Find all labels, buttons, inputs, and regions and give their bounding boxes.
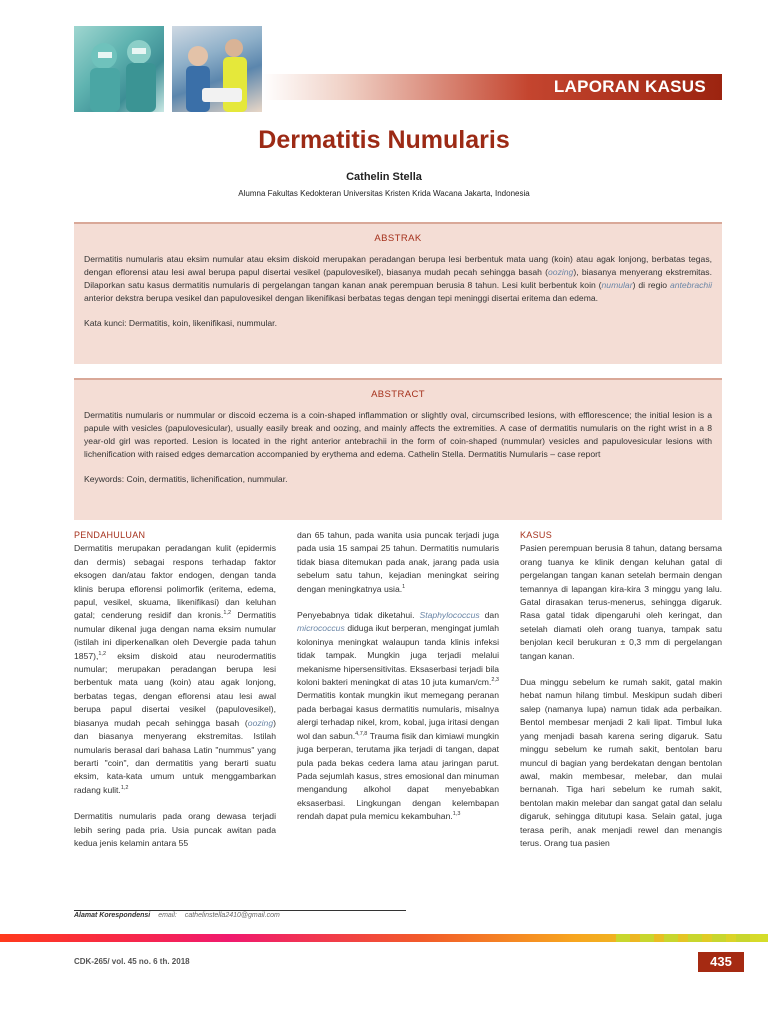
- abstrak-box: [74, 222, 722, 364]
- abstrak-heading: ABSTRAK: [374, 233, 422, 244]
- abstract-box: [74, 378, 722, 520]
- paragraph: Dermatitis numularis pada orang dewasa terjadi lebih sering pada pria. Usia puncak awitan pada kedua jenis kelamin antara 55: [74, 811, 276, 848]
- section-banner: [262, 74, 722, 100]
- author-name: Cathelin Stella: [346, 171, 422, 183]
- paragraph: Dermatitis merupakan peradangan kulit (epidermis dan dermis) sebagai respons terhadap faktor eksogen dan/atau faktor endogen, dengan tanda klinis berupa eflorensi polimorfik (eritema, edema, papul, vesikel, skuama, likenifikasi) dan keluhan gatal; cenderung residif dan kronis.$^{1,2}$ Dermatitis numular dikenal juga dengan nama eksim numular (istilah ini diperkenalkan oleh Devergie pada tahun 1857),$^{1,2}$ eksim diskoid atau neurodermatitis numular; merupakan peradangan berupa lesi berbentuk mata uang (koin) atau agak lonjong, berbatas tegas, dengan eflorensi atau lesi awal berupa papul disertai vesikel (papulovesikel), biasanya mudah pecah sehingga basah (oozing) dan biasanya menyerang ekstremitas. Istilah numularis berasal dari bahasa Latin "nummus" yang berarti "coin", dan dermatitis yang berarti suatu eksim, kata-kata umum untuk menggambarkan radang kulit.$^{1,2}$: [74, 543, 276, 795]
- body-column-1: [74, 529, 276, 850]
- paragraph: Dua minggu sebelum ke rumah sakit, gatal makin hebat namun hilang timbul. Meskipun sudah diberi salep (namanya lupa) namun tidak ada perbaikan. Bentol membesar menjadi 2 kali lipat. Timbul luka yang menjadi basah karena sering digaruk. Satu minggu sebelum ke rumah sakit, bentolan baru muncul di bagian yang berdekatan dengan bentolan awal, makin membesar, melebar, dan mulai bernanah. Tiga hari sebelum ke rumah sakit, bentolan makin melebar dan sangat gatal dan selalu digaruk, sehingga ditutupi kasa. Selain gatal, juga terasa perih, anak menjadi rewel dan menangis terus. Orang tua pasien: [520, 677, 722, 848]
- email-label: email:: [158, 912, 177, 919]
- stripe-square: [664, 934, 678, 942]
- stripe-square: [712, 934, 726, 942]
- section-label: LAPORAN KASUS: [553, 77, 706, 96]
- stripe-square: [616, 934, 630, 942]
- abstract-keywords: Keywords: Coin, dermatitis, lichenification, nummular.: [84, 474, 288, 484]
- hospital-staff-photo: [172, 26, 262, 112]
- page-number: 435: [698, 952, 744, 972]
- body-column-2: [297, 529, 499, 824]
- correspondence-label: Alamat Korespondensi: [74, 912, 151, 919]
- journal-citation: CDK-265/ vol. 45 no. 6 th. 2018: [74, 957, 190, 966]
- stripe-square: [736, 934, 750, 942]
- abstract-text: Dermatitis numularis or nummular or discoid eczema is a coin-shaped inflammation or slightly oval, circumscribed lesions, with efflorescence; the initial lesion is a papule with vesicles (papulovesicular), usually easily break and oozing, and mainly affects the extremities. A case of dermatitis numularis on the right wrist in a 8 year-old girl was reported. Lesion is located in the right anterior antebrachii in the form of coin-shaped (nummular) vesicles and papulovesicular lesions with lichenification with raised edges demarcation accompanied by erythema and edema. Cathelin Stella. Dermatitis Numularis – case report: [84, 410, 712, 459]
- email-address[interactable]: cathelinstella2410@gmail.com: [184, 912, 280, 919]
- surgeons-photo: [74, 26, 164, 112]
- abstrak-keywords: Kata kunci: Dermatitis, koin, likenifikasi, nummular.: [84, 318, 277, 328]
- stripe-square: [640, 934, 654, 942]
- paragraph: Pasien perempuan berusia 8 tahun, datang bersama orang tuanya ke klinik dengan keluhan gatal di pergelangan tangan kanan setelah bermain dengan temannya di lapangan kira-kira 3 minggu yang lalu. Gatal dirasakan terus-menerus, sehingga digaruk. Rasa gatal tidak dipengaruhi oleh keringat, dan setelah diamati oleh orang tuanya, tampak satu benjolan kecil berukuran ± 0,3 mm di pergelangan tangan kanan.: [520, 543, 722, 661]
- paragraph: dan 65 tahun, pada wanita usia puncak terjadi juga pada usia 15 sampai 25 tahun. Dermatitis numularis tidak biasa ditemukan pada anak, jarang pada usia sebelum satu tahun, kejadian meningkat seiring dengan meningkatnya usia.$^1$: [297, 530, 499, 594]
- abstrak-text: Dermatitis numularis atau eksim numular atau eksim diskoid merupakan peradangan berupa lesi berbentuk mata uang (koin) atau agak lonjong, berbatas tegas, dengan eflorensi atau lesi awal berupa papul disertai vesikel (papulovesikel), biasanya mudah pecah sehingga basah (oozing), biasanya menyerang ekstremitas. Dilaporkan satu kasus dermatitis numularis di pergelangan tangan kanan anak perempuan berusia 8 tahun. Lesi kulit berbentuk koin (numular) di regio antebrachii anterior dekstra berupa vesikel dan papulovesikel dengan likenifikasi berbatas tegas dengan tepi meninggi disertai eritema dan edema.: [84, 254, 713, 303]
- article-title: Dermatitis Numularis: [258, 126, 510, 154]
- correspondence-divider: [74, 910, 406, 911]
- body-column-3: [520, 529, 722, 850]
- abstract-heading: ABSTRACT: [371, 389, 425, 400]
- section-heading-pendahuluan: PENDAHULUAN: [74, 530, 146, 540]
- stripe-square: [688, 934, 702, 942]
- paragraph: Penyebabnya tidak diketahui. Staphylococcus dan micrococcus diduga ikut berperan, mengingat jumlah koloninya meningkat walaupun tanda klinis infeksi tidak tampak. Mungkin juga terjadi melalui mekanisme hipersensitivitas. Eksaserbasi terjadi bila koloni bakteri meningkat di atas 10 juta kuman/cm.$^{2,3}$ Dermatitis kontak mungkin ikut memegang peranan pada berbagai kasus dermatitis numularis, misalnya alergi terhadap nikel, krom, kobal, juga iritasi dengan wol dan sabun.$^{4,7,8}$ Trauma fisik dan kimiawi mungkin juga berperan, terutama jika terjadi di tangan, dapat pula pada bekas cedera lama atau jaringan parut. Pada sejumlah kasus, stres emosional dan minuman mengandung alkohol dapat menyebabkan eksaserbasi. Lingkungan dengan kelembapan rendah dapat pula memicu kekambuhan.$^{1,3}$: [297, 610, 499, 822]
- section-heading-kasus: KASUS: [520, 530, 553, 540]
- author-affiliation: Alumna Fakultas Kedokteran Universitas Kristen Krida Wacana Jakarta, Indonesia: [238, 189, 530, 198]
- correspondence: [74, 912, 280, 919]
